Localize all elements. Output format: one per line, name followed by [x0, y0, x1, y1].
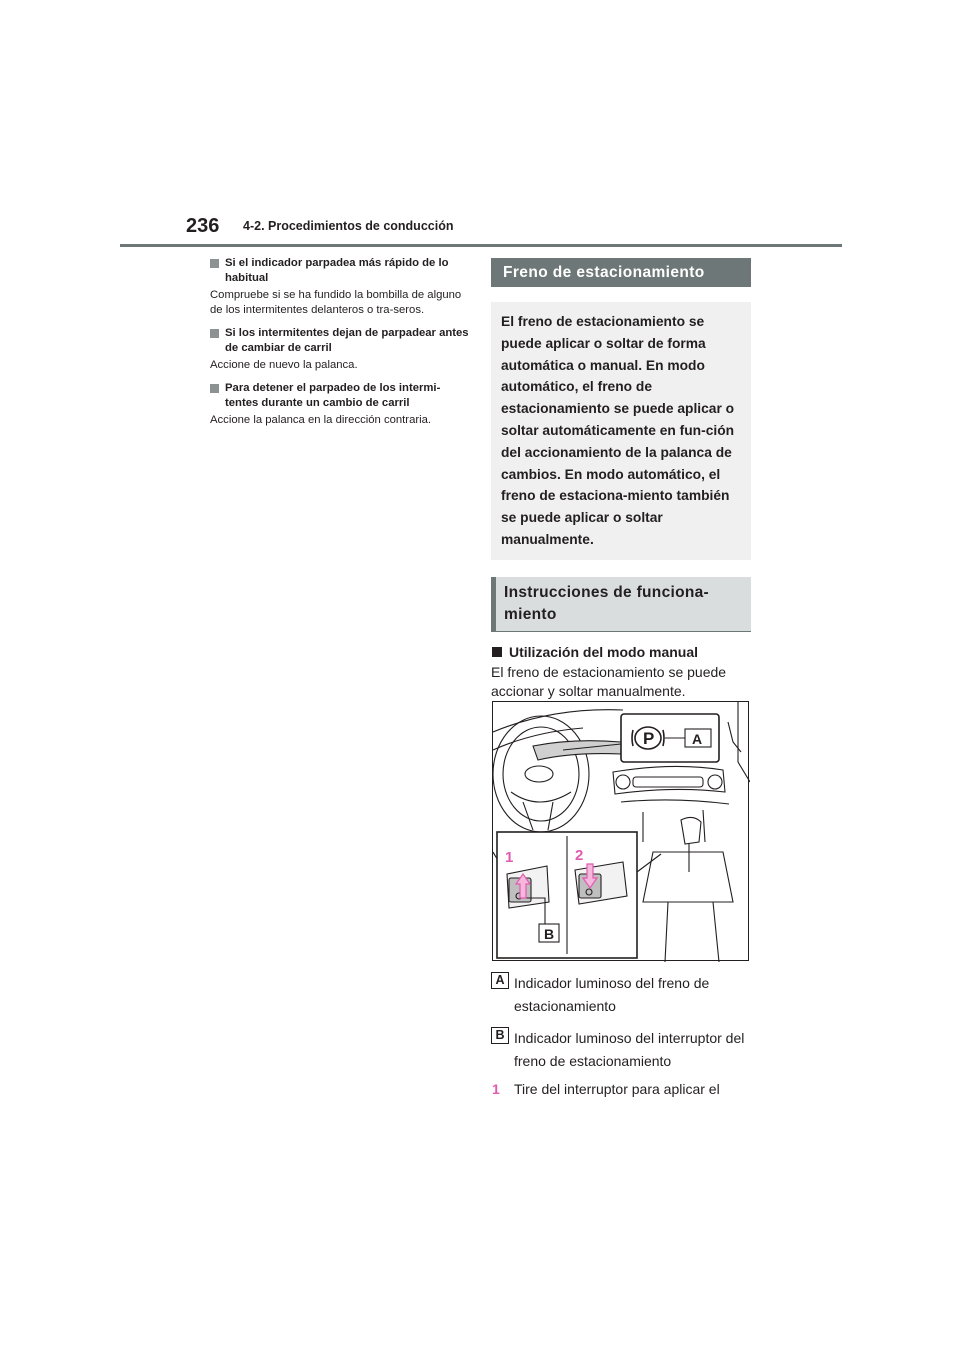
manual-mode-body: El freno de estacionamiento se puede accionar y soltar manualmente.	[491, 663, 727, 700]
legend-a-text: Indicador luminoso del freno de estacionamiento	[514, 975, 710, 1014]
right-column	[491, 258, 751, 702]
manual-mode-heading	[491, 642, 751, 662]
legend-item-a	[491, 972, 753, 1017]
steering-logo-icon	[525, 766, 553, 782]
p-symbol-text: P	[643, 729, 655, 748]
legend-item-step1	[491, 1078, 753, 1101]
steering-wheel	[493, 716, 589, 832]
square-bullet-icon	[210, 384, 219, 393]
step1-text: Tire del interruptor para aplicar el	[514, 1081, 720, 1097]
page-number: 236	[186, 215, 220, 237]
parking-brake-summary: El freno de estacionamiento se puede aplicar o soltar de forma automática o manual. En modo automático, el freno de estacionamiento se puede aplicar o soltar automáticamente en fun-ción del accionamiento de la palanca de cambios. En modo automático, el freno de estaciona-miento también se puede aplicar o soltar manualmente.	[491, 302, 751, 560]
note-heading-text: Si los intermitentes dejan de parpadear antes de cambiar de carril	[225, 327, 469, 354]
parking-brake-illustration	[492, 701, 749, 961]
note-body: Compruebe si se ha fundido la bombilla de alguno de los intermitentes delanteros o tra-seros.	[210, 289, 462, 316]
step1-number: 1	[492, 1081, 500, 1097]
square-bullet-icon	[210, 259, 219, 268]
note-heading-text: Si el indicador parpadea más rápido de lo habitual	[225, 257, 449, 284]
legend-item-b	[491, 1027, 753, 1072]
note-body: Accione de nuevo la palanca.	[210, 359, 358, 371]
note-heading	[210, 326, 472, 356]
note-blink-fast	[210, 256, 472, 318]
note-heading	[210, 381, 472, 411]
header-rule	[120, 244, 842, 247]
square-bullet-icon	[492, 647, 502, 657]
left-column	[210, 256, 472, 436]
parking-brake-heading: Freno de estacionamiento	[491, 258, 751, 287]
manual-mode-heading-text: Utilización del modo manual	[509, 643, 699, 660]
legend-a-box: A	[491, 972, 509, 989]
section-title: 4-2. Procedimientos de conducción	[243, 219, 454, 233]
step-2-label: 2	[575, 847, 584, 864]
note-body: Accione la palanca en la dirección contraria.	[210, 414, 432, 426]
legend-b-text: Indicador luminoso del interruptor del freno de estacionamiento	[514, 1030, 745, 1069]
legend-b-box: B	[491, 1027, 509, 1044]
square-bullet-icon	[210, 329, 219, 338]
dashboard-drawing	[493, 702, 750, 962]
callout-a-label: A	[692, 731, 703, 747]
note-heading-text: Para detener el parpadeo de los intermi-tentes durante un cambio de carril	[225, 382, 441, 409]
note-heading	[210, 256, 472, 286]
instructions-heading: Instrucciones de funciona-miento	[491, 577, 751, 632]
note-stop-early	[210, 326, 472, 373]
note-stop-blinking	[210, 381, 472, 428]
step-1-label: 1	[505, 849, 514, 866]
callout-b-label: B	[544, 926, 555, 942]
